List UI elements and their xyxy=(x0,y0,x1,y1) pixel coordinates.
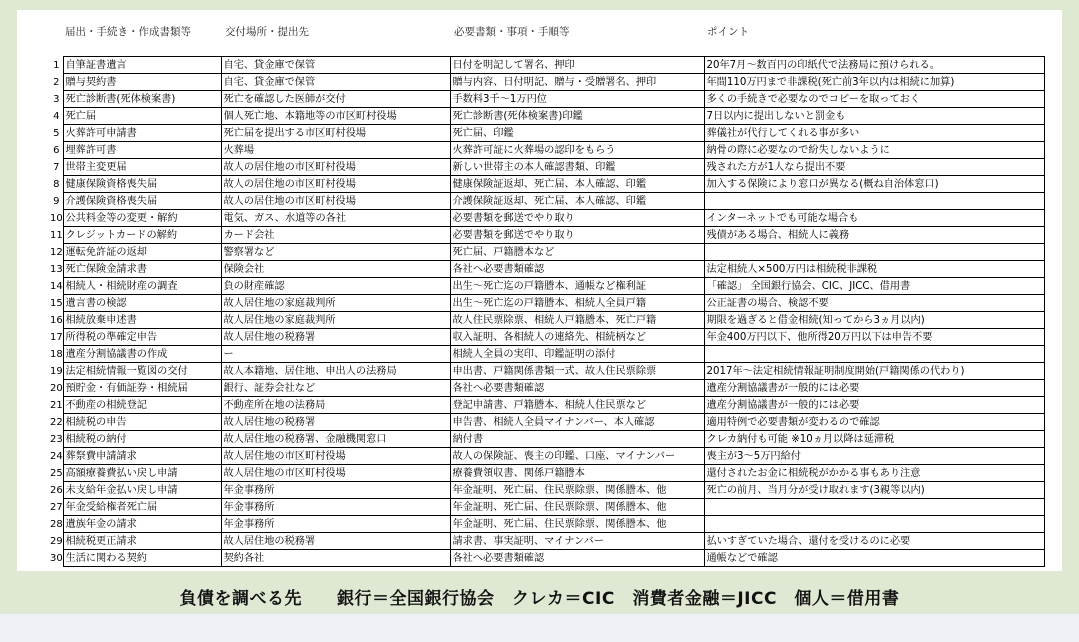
submission-place: 故人居住地の税務署 xyxy=(221,329,450,346)
table-row xyxy=(48,193,1044,210)
procedure-name: 公共料金等の変更・解約 xyxy=(63,210,221,227)
submission-place: ー xyxy=(221,346,450,363)
row-number: 3 xyxy=(53,93,60,105)
key-point: 残債がある場合、相続人に義務 xyxy=(704,227,1044,244)
table-row xyxy=(48,244,1044,261)
submission-place: 銀行、証券会社など xyxy=(221,380,450,397)
procedure-name: 世帯主変更届 xyxy=(63,159,221,176)
submission-place: 契約各社 xyxy=(221,550,450,567)
submission-place: 負の財産確認 xyxy=(221,278,450,295)
key-point: 還付されたお金に相続税がかかる事もあり注意 xyxy=(704,465,1044,482)
key-point xyxy=(704,516,1044,533)
key-point xyxy=(704,346,1044,363)
key-point: 「確認」 全国銀行協会、CIC、JICC、借用書 xyxy=(704,278,1044,295)
row-number: 20 xyxy=(50,382,63,394)
required-documents: 手数料3千～1万円位 xyxy=(450,91,704,108)
table-row xyxy=(48,108,1044,125)
required-documents: 必要書類を郵送でやり取り xyxy=(450,210,704,227)
required-documents: 請求書、事実証明、マイナンバー xyxy=(450,533,704,550)
row-number: 30 xyxy=(50,552,63,564)
procedure-name: 相続税の申告 xyxy=(63,414,221,431)
key-point xyxy=(704,244,1044,261)
procedure-name: 未支給年金払い戻し申請 xyxy=(63,482,221,499)
table-row xyxy=(48,533,1044,550)
key-point: 納骨の際に必要なので紛失しないように xyxy=(704,142,1044,159)
key-point: 通帳などで確認 xyxy=(704,550,1044,567)
required-documents: 火葬許可証に火葬場の認印をもらう xyxy=(450,142,704,159)
key-point: 多くの手続きで必要なのでコピーを取っておく xyxy=(704,91,1044,108)
required-documents: 故人の保険証、喪主の印鑑、口座、マイナンバー xyxy=(450,448,704,465)
row-number: 18 xyxy=(50,348,63,360)
table-row xyxy=(48,448,1044,465)
submission-place: 故人居住地の税務署 xyxy=(221,533,450,550)
table-row xyxy=(48,482,1044,499)
procedure-name: 死亡診断書(死体検案書) xyxy=(63,91,221,108)
required-documents: 健康保険証返却、死亡届、本人確認、印鑑 xyxy=(450,176,704,193)
row-number: 29 xyxy=(50,535,63,547)
submission-place: 警察署など xyxy=(221,244,450,261)
submission-place: 個人死亡地、本籍地等の市区町村役場 xyxy=(221,108,450,125)
required-documents: 申告書、相続人全員マイナンバー、本人確認 xyxy=(450,414,704,431)
table-row xyxy=(48,346,1044,363)
submission-place: 故人の居住地の市区町村役場 xyxy=(221,176,450,193)
table-row xyxy=(48,295,1044,312)
required-documents: 登記申請書、戸籍謄本、相続人住民票など xyxy=(450,397,704,414)
row-number: 23 xyxy=(50,433,63,445)
procedure-name: 相続税の納付 xyxy=(63,431,221,448)
key-point: 20年7月～数百円の印紙代で法務局に預けられる。 xyxy=(704,57,1044,74)
required-documents: 故人住民票除票、相続人戸籍謄本、死亡戸籍 xyxy=(450,312,704,329)
required-documents: 年金証明、死亡届、住民票除票、関係謄本、他 xyxy=(450,516,704,533)
table-row xyxy=(48,57,1044,74)
procedure-name: クレジットカードの解約 xyxy=(63,227,221,244)
table-row xyxy=(48,363,1044,380)
required-documents: 贈与内容、日付明記、贈与・受贈署名、押印 xyxy=(450,74,704,91)
key-point: 2017年～法定相続情報証明制度開始(戸籍関係の代わり) xyxy=(704,363,1044,380)
table-row xyxy=(48,74,1044,91)
row-number: 7 xyxy=(53,161,60,173)
table-row xyxy=(48,210,1044,227)
row-number: 10 xyxy=(50,212,63,224)
row-number: 15 xyxy=(50,297,63,309)
procedure-name: 火葬許可申請書 xyxy=(63,125,221,142)
row-number: 1 xyxy=(53,59,60,71)
row-number: 4 xyxy=(53,110,60,122)
procedure-name: 埋葬許可書 xyxy=(63,142,221,159)
required-documents: 出生～死亡迄の戸籍謄本、通帳など権利証 xyxy=(450,278,704,295)
required-documents: 死亡届、戸籍謄本など xyxy=(450,244,704,261)
table-row xyxy=(48,329,1044,346)
procedure-name: 高額療養費払い戻し申請 xyxy=(63,465,221,482)
key-point: 適用特例で必要書類が変わるので確認 xyxy=(704,414,1044,431)
procedure-name: 死亡届 xyxy=(63,108,221,125)
header-type: 届出・手続き・作成書類等 xyxy=(65,26,191,38)
table-row xyxy=(48,431,1044,448)
key-point: 遺産分割協議書が一般的には必要 xyxy=(704,380,1044,397)
required-documents: 年金証明、死亡届、住民票除票、関係謄本、他 xyxy=(450,499,704,516)
row-number: 2 xyxy=(53,76,60,88)
key-point: 死亡の前月、当月分が受け取れます(3親等以内) xyxy=(704,482,1044,499)
row-number: 16 xyxy=(50,314,63,326)
row-number: 24 xyxy=(50,450,63,462)
required-documents: 申出書、戸籍関係書類一式、故人住民票除票 xyxy=(450,363,704,380)
submission-place: 故人居住地の家庭裁判所 xyxy=(221,295,450,312)
procedure-name: 不動産の相続登記 xyxy=(63,397,221,414)
procedure-name: 遺言書の検認 xyxy=(63,295,221,312)
submission-place: 故人居住地の家庭裁判所 xyxy=(221,312,450,329)
procedure-name: 死亡保険金請求書 xyxy=(63,261,221,278)
procedures-table xyxy=(48,56,1045,567)
table-row xyxy=(48,261,1044,278)
row-number: 9 xyxy=(53,195,60,207)
table-row xyxy=(48,516,1044,533)
debt-check-footer: 負債を調べる先 銀行＝全国銀行協会 クレカ＝CIC 消費者金融＝JICC 個人＝借用書 xyxy=(179,589,900,609)
table-row xyxy=(48,397,1044,414)
row-number: 22 xyxy=(50,416,63,428)
submission-place: 故人の居住地の市区町村役場 xyxy=(221,193,450,210)
row-number: 6 xyxy=(53,144,60,156)
table-row xyxy=(48,125,1044,142)
row-number: 25 xyxy=(50,467,63,479)
table-row xyxy=(48,176,1044,193)
key-point: 公正証書の場合、検認不要 xyxy=(704,295,1044,312)
required-documents: 療養費領収書、関係戸籍謄本 xyxy=(450,465,704,482)
key-point xyxy=(704,499,1044,516)
key-point: 遺産分割協議書が一般的には必要 xyxy=(704,397,1044,414)
row-number: 28 xyxy=(50,518,63,530)
submission-place: 電気、ガス、水道等の各社 xyxy=(221,210,450,227)
required-documents: 死亡診断書(死体検案書)印鑑 xyxy=(450,108,704,125)
required-documents: 出生～死亡迄の戸籍謄本、相続人全員戸籍 xyxy=(450,295,704,312)
required-documents: 相続人全員の実印、印鑑証明の添付 xyxy=(450,346,704,363)
submission-place: 死亡を確認した医師が交付 xyxy=(221,91,450,108)
row-number: 21 xyxy=(50,399,63,411)
table-row xyxy=(48,159,1044,176)
required-documents: 収入証明、各相続人の連絡先、相続柄など xyxy=(450,329,704,346)
header-place: 交付場所・提出先 xyxy=(225,26,309,38)
table-row xyxy=(48,312,1044,329)
row-number: 5 xyxy=(53,127,60,139)
procedure-name: 年金受給権者死亡届 xyxy=(63,499,221,516)
key-point: 7日以内に提出しないと罰金も xyxy=(704,108,1044,125)
header-point: ポイント xyxy=(707,26,749,38)
submission-place: 年金事務所 xyxy=(221,482,450,499)
submission-place: カード会社 xyxy=(221,227,450,244)
key-point: 加入する保険により窓口が異なる(概ね自治体窓口) xyxy=(704,176,1044,193)
procedure-name: 生活に関わる契約 xyxy=(63,550,221,567)
key-point: 年間110万円まで非課税(死亡前3年以内は相続に加算) xyxy=(704,74,1044,91)
row-number: 13 xyxy=(50,263,63,275)
procedures-table-body xyxy=(48,57,1044,567)
row-number: 12 xyxy=(50,246,63,258)
table-row xyxy=(48,278,1044,295)
row-number: 14 xyxy=(50,280,63,292)
submission-place: 故人居住地の市区町村役場 xyxy=(221,465,450,482)
procedure-name: 自筆証書遺言 xyxy=(63,57,221,74)
required-documents: 各社へ必要書類確認 xyxy=(450,550,704,567)
submission-place: 年金事務所 xyxy=(221,499,450,516)
required-documents: 年金証明、死亡届、住民票除票、関係謄本、他 xyxy=(450,482,704,499)
procedure-name: 遺族年金の請求 xyxy=(63,516,221,533)
table-row xyxy=(48,227,1044,244)
submission-place: 死亡届を提出する市区町村役場 xyxy=(221,125,450,142)
procedure-name: 預貯金・有価証券・相続届 xyxy=(63,380,221,397)
required-documents: 納付書 xyxy=(450,431,704,448)
key-point: インターネットでも可能な場合も xyxy=(704,210,1044,227)
required-documents: 死亡届、印鑑 xyxy=(450,125,704,142)
table-row xyxy=(48,414,1044,431)
key-point: 払いすぎていた場合、還付を受けるのに必要 xyxy=(704,533,1044,550)
row-number: 19 xyxy=(50,365,63,377)
table-row xyxy=(48,380,1044,397)
procedure-name: 遺産分割協議書の作成 xyxy=(63,346,221,363)
required-documents: 新しい世帯主の本人確認書類、印鑑 xyxy=(450,159,704,176)
procedure-name: 健康保険資格喪失届 xyxy=(63,176,221,193)
table-row xyxy=(48,499,1044,516)
bottom-band xyxy=(0,614,1079,642)
procedure-name: 運転免許証の返却 xyxy=(63,244,221,261)
procedure-name: 相続放棄申述書 xyxy=(63,312,221,329)
procedure-name: 相続人・相続財産の調査 xyxy=(63,278,221,295)
submission-place: 自宅、貸金庫で保管 xyxy=(221,74,450,91)
submission-place: 自宅、貸金庫で保管 xyxy=(221,57,450,74)
key-point: 法定相続人×500万円は相続税非課税 xyxy=(704,261,1044,278)
procedure-name: 法定相続情報一覧図の交付 xyxy=(63,363,221,380)
table-row xyxy=(48,465,1044,482)
row-number: 26 xyxy=(50,484,63,496)
key-point: 喪主が3～5万円給付 xyxy=(704,448,1044,465)
required-documents: 各社へ必要書類確認 xyxy=(450,380,704,397)
submission-place: 火葬場 xyxy=(221,142,450,159)
submission-place: 故人の居住地の市区町村役場 xyxy=(221,159,450,176)
submission-place: 不動産所在地の法務局 xyxy=(221,397,450,414)
procedure-name: 所得税の準確定申告 xyxy=(63,329,221,346)
procedure-name: 介護保険資格喪失届 xyxy=(63,193,221,210)
row-number: 17 xyxy=(50,331,63,343)
submission-place: 年金事務所 xyxy=(221,516,450,533)
procedure-name: 葬祭費申請請求 xyxy=(63,448,221,465)
key-point xyxy=(704,193,1044,210)
required-documents: 日付を明記して署名、押印 xyxy=(450,57,704,74)
key-point: クレカ納付も可能 ※10ヵ月以降は延滞税 xyxy=(704,431,1044,448)
required-documents: 各社へ必要書類確認 xyxy=(450,261,704,278)
table-row xyxy=(48,91,1044,108)
row-number: 11 xyxy=(50,229,63,241)
submission-place: 故人本籍地、居住地、申出人の法務局 xyxy=(221,363,450,380)
key-point: 残された方が1人なら提出不要 xyxy=(704,159,1044,176)
submission-place: 故人居住地の市区町村役場 xyxy=(221,448,450,465)
required-documents: 介護保険証返却、死亡届、本人確認、印鑑 xyxy=(450,193,704,210)
required-documents: 必要書類を郵送でやり取り xyxy=(450,227,704,244)
key-point: 年金400万円以下、他所得20万円以下は申告不要 xyxy=(704,329,1044,346)
table-row xyxy=(48,142,1044,159)
key-point: 葬儀社が代行してくれる事が多い xyxy=(704,125,1044,142)
row-number: 8 xyxy=(53,178,60,190)
table-row xyxy=(48,550,1044,567)
procedure-name: 贈与契約書 xyxy=(63,74,221,91)
row-number: 27 xyxy=(50,501,63,513)
submission-place: 故人居住地の税務署、金融機関窓口 xyxy=(221,431,450,448)
header-docs: 必要書類・事項・手順等 xyxy=(454,26,570,38)
key-point: 期限を過ぎると借金相続(知ってから3ヵ月以内) xyxy=(704,312,1044,329)
submission-place: 保険会社 xyxy=(221,261,450,278)
submission-place: 故人居住地の税務署 xyxy=(221,414,450,431)
procedure-name: 相続税更正請求 xyxy=(63,533,221,550)
document-sheet xyxy=(17,10,1062,571)
